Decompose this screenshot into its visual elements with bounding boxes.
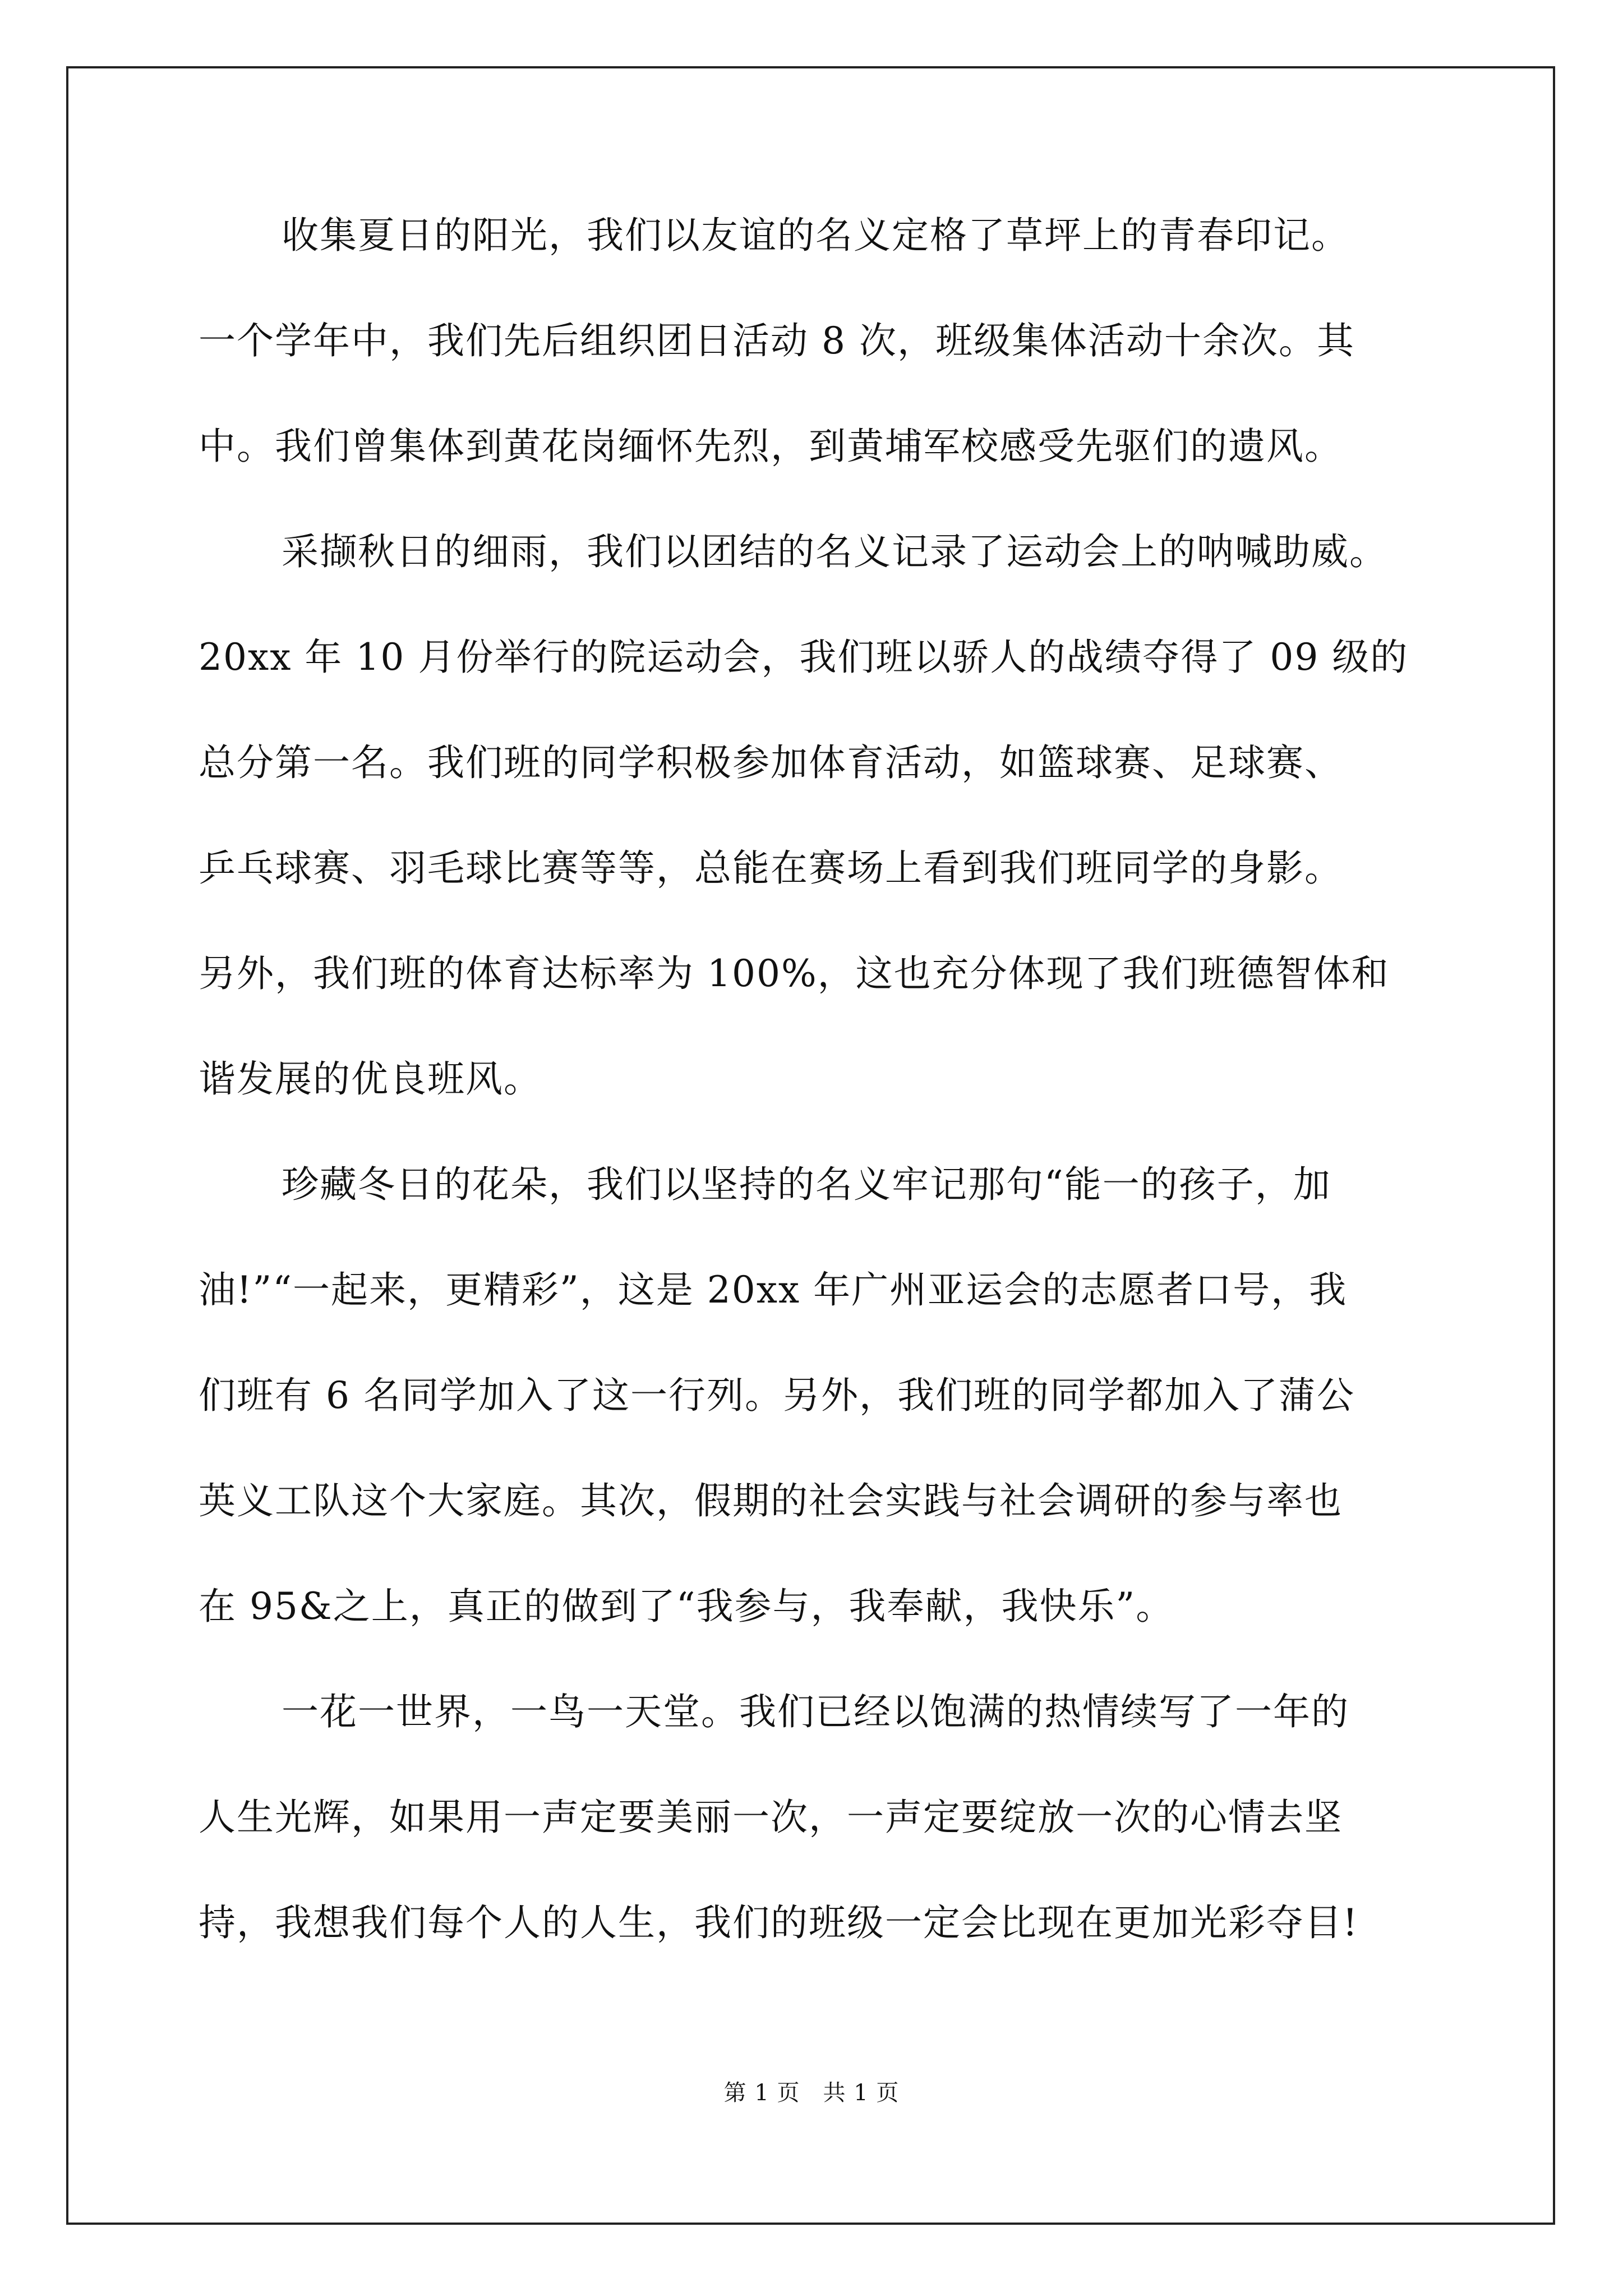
text-line: 乒乓球赛、羽毛球比赛等等，总能在赛场上看到我们班同学的身影。 bbox=[199, 846, 1343, 890]
text-line: 总分第一名。我们班的同学积极参加体育活动，如篮球赛、足球赛、 bbox=[199, 741, 1343, 784]
text-line: 谐发展的优良班风。 bbox=[199, 1057, 542, 1101]
text-line: 持，我想我们每个人的人生，我们的班级一定会比现在更加光彩夺目! bbox=[199, 1901, 1359, 1944]
text-line: 们班有 6 名同学加入了这一行列。另外，我们班的同学都加入了蒲公 bbox=[199, 1374, 1355, 1417]
text-line: 一花一世界，一鸟一天堂。我们已经以饱满的热情续写了一年的 bbox=[282, 1690, 1349, 1733]
text-line: 人生光辉，如果用一声定要美丽一次，一声定要绽放一次的心情去坚 bbox=[199, 1796, 1343, 1839]
text-line: 珍藏冬日的花朵，我们以坚持的名义牢记那句“能一的孩子，加 bbox=[282, 1163, 1331, 1206]
text-line: 一个学年中，我们先后组织团日活动 8 次，班级集体活动十余次。其 bbox=[199, 319, 1355, 362]
text-line: 另外，我们班的体育达标率为 100%，这也充分体现了我们班德智体和 bbox=[199, 952, 1390, 995]
text-line: 20xx 年 10 月份举行的院运动会，我们班以骄人的战绩夺得了 09 级的 bbox=[199, 636, 1409, 679]
text-line: 采撷秋日的细雨，我们以团结的名义记录了运动会上的呐喊助威。 bbox=[282, 530, 1387, 573]
text-line: 油!”“一起来，更精彩”，这是 20xx 年广州亚运会的志愿者口号，我 bbox=[199, 1268, 1348, 1312]
text-line: 英义工队这个大家庭。其次，假期的社会实践与社会调研的参与率也 bbox=[199, 1479, 1343, 1522]
text-line: 收集夏日的阳光，我们以友谊的名义定格了草坪上的青春印记。 bbox=[282, 214, 1349, 257]
text-line: 中。我们曾集体到黄花岗缅怀先烈，到黄埔军校感受先驱们的遗风。 bbox=[199, 425, 1343, 468]
text-line: 在 95&之上，真正的做到了“我参与，我奉献，我快乐”。 bbox=[199, 1585, 1174, 1628]
page-footer: 第 1 页 共 1 页 bbox=[723, 2080, 900, 2106]
